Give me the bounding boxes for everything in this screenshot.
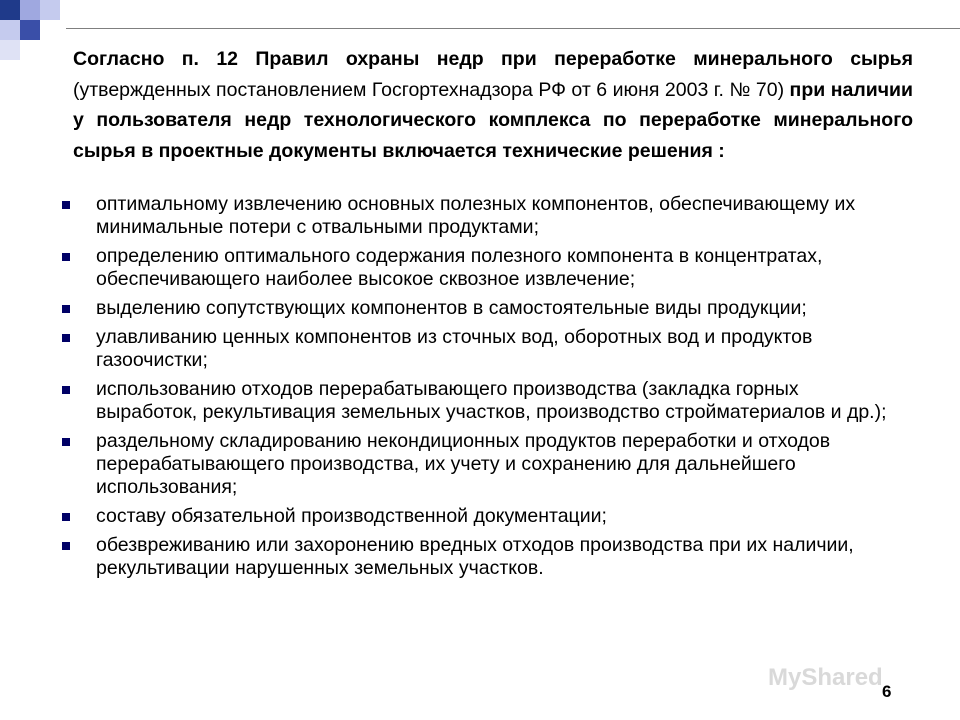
top-divider: [66, 28, 960, 29]
deco-square-lavender-3: [40, 0, 60, 20]
slide-title: [73, 44, 913, 166]
page-number: 6: [882, 682, 892, 701]
deco-square-navy: [0, 0, 20, 20]
list-item: использованию отходов перерабатывающего производства (закладка горных выработок, рекультивация земельных участков, производство стройматериалов и др.);: [60, 378, 900, 424]
watermark-logo: MyShared: [768, 664, 883, 691]
list-item: выделению сопутствующих компонентов в самостоятельные виды продукции;: [60, 297, 900, 320]
list-item: обезвреживанию или захоронению вредных отходов производства при их наличии, рекультивации нарушенных земельных участков.: [60, 534, 900, 580]
title-normal: (утвержденных постановлением Госгортехнадзора РФ от 6 июня 2003 г. № 70): [73, 78, 790, 101]
bullet-square-icon: [62, 305, 70, 313]
deco-square-lavender-4: [0, 40, 20, 60]
list-item: раздельному складированию некондиционных продуктов переработки и отходов перерабатывающего производства, их учету и сохранению для дальнейшего использования;: [60, 430, 900, 499]
title-bold-1: Согласно п. 12 Правил охраны недр при переработке минерального сырья: [73, 48, 913, 70]
bullet-square-icon: [62, 542, 70, 550]
bullet-list: [60, 193, 900, 586]
title-bold-2: при наличии у пользователя недр технологического комплекса по переработке минерального сырья в проектные документы включается технические решения :: [73, 78, 914, 162]
bullet-square-icon: [62, 253, 70, 261]
bullet-square-icon: [62, 201, 70, 209]
deco-square-lavender-1: [20, 0, 40, 20]
list-item: улавливанию ценных компонентов из сточных вод, оборотных вод и продуктов газоочистки;: [60, 326, 900, 372]
list-item: составу обязательной производственной документации;: [60, 505, 900, 528]
list-item: оптимальному извлечению основных полезных компонентов, обеспечивающему их минимальные потери с отвальными продуктами;: [60, 193, 900, 239]
bullet-square-icon: [62, 334, 70, 342]
bullet-square-icon: [62, 386, 70, 394]
bullet-square-icon: [62, 513, 70, 521]
deco-square-lavender-2: [0, 20, 20, 40]
bullet-square-icon: [62, 438, 70, 446]
deco-square-navy-2: [20, 20, 40, 40]
list-item: определению оптимального содержания полезного компонента в концентратах, обеспечивающего наиболее высокое сквозное извлечение;: [60, 245, 900, 291]
